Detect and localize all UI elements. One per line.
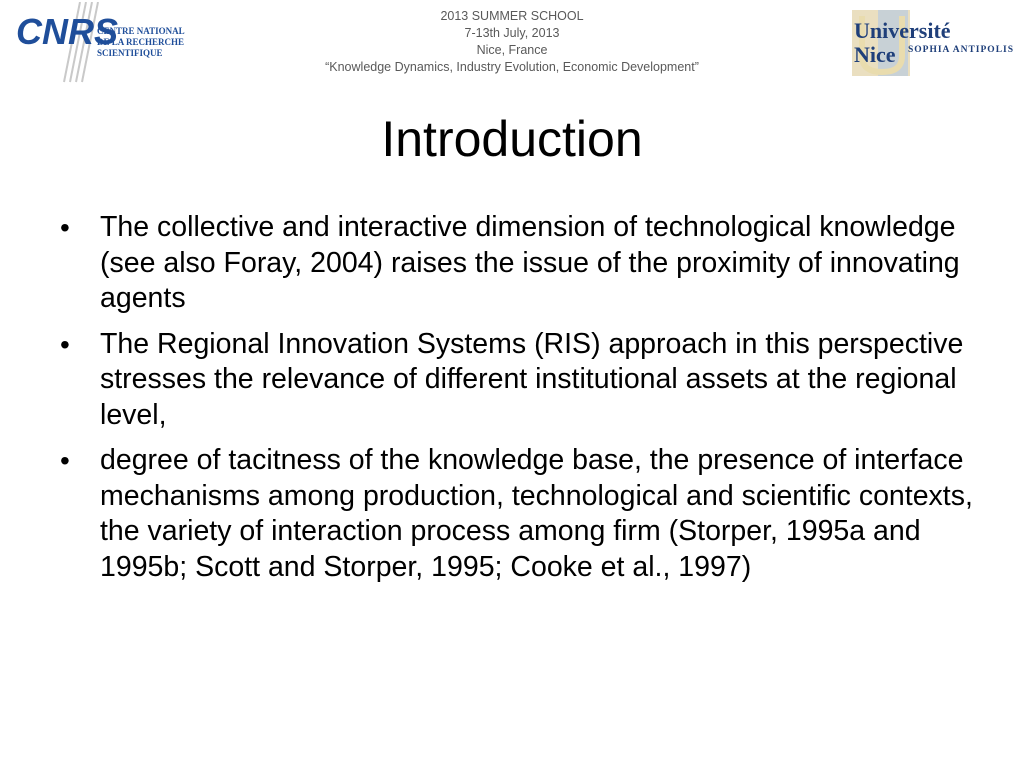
universite-name: Université	[854, 18, 951, 43]
cnrs-logo	[12, 2, 192, 84]
cnrs-mark: CNRS	[16, 11, 119, 52]
cnrs-logo-graphic	[12, 2, 192, 84]
bullet-dot-icon: •	[60, 212, 70, 243]
slide-title: Introduction	[381, 111, 643, 167]
event-header	[262, 8, 762, 76]
bullet-item	[60, 443, 980, 585]
cnrs-line-3: SCIENTIFIQUE	[97, 48, 163, 58]
bullet-dot-icon: •	[60, 445, 70, 476]
universite-nice-logo-graphic	[850, 6, 1022, 78]
event-dates: 7-13th July, 2013	[464, 26, 560, 40]
bullet-item	[60, 210, 980, 317]
sophia-antipolis: SOPHIA ANTIPOLIS	[908, 45, 1015, 55]
nice-name: Nice	[854, 42, 896, 67]
event-location: Nice, France	[476, 43, 548, 57]
bullet-item	[60, 327, 980, 434]
bullet-text: The collective and interactive dimension of technological knowledge (see also Foray, 2004) raises the issue of the proximity of innovating agents	[100, 211, 960, 314]
bullet-text: The Regional Innovation Systems (RIS) approach in this perspective stresses the relevance of different institutional assets at the regional level,	[100, 327, 964, 431]
bullet-list	[60, 210, 980, 595]
bullet-text: degree of tacitness of the knowledge base, the presence of interface mechanisms among production, technological and scientific contexts, the variety of interaction process among firm (Storper, 1995a and 1995b; Scott and Storper, 1995; Cooke et al., 1997)	[100, 444, 973, 583]
bullet-dot-icon: •	[60, 328, 70, 360]
event-theme: “Knowledge Dynamics, Industry Evolution, Economic Development”	[325, 60, 699, 74]
event-title: 2013 SUMMER SCHOOL	[440, 9, 584, 23]
cnrs-line-1: CENTRE NATIONAL	[97, 26, 185, 36]
universite-nice-logo	[850, 6, 1022, 78]
cnrs-line-2: DE LA RECHERCHE	[97, 37, 185, 47]
